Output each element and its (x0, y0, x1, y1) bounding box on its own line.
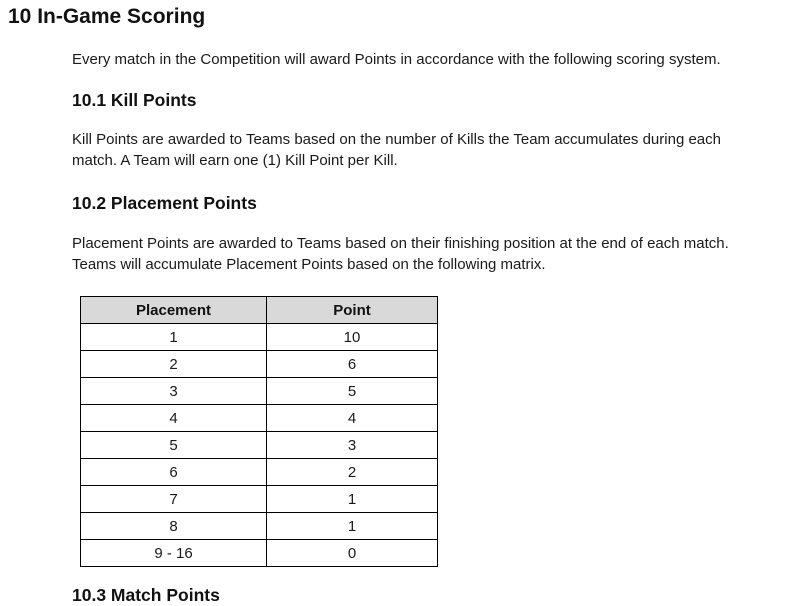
placement-points-table (80, 296, 438, 567)
placement-points-matrix (80, 296, 438, 567)
table-row (81, 540, 438, 567)
table-row (81, 459, 438, 486)
paragraph-line: Kill Points are awarded to Teams based on the number of Kills the Team accumulates during each (72, 131, 721, 148)
paragraph-line: Teams will accumulate Placement Points based on the following matrix. (72, 256, 546, 273)
point-cell: 1 (267, 513, 438, 540)
paragraph-line: Every match in the Competition will award Points in accordance with the following scoring system. (72, 51, 721, 68)
column-header-point: Point (267, 297, 438, 324)
section-heading-kill-points: 10.1 Kill Points (72, 90, 197, 110)
table-row (81, 513, 438, 540)
page-title: 10 In-Game Scoring (8, 5, 206, 28)
intro-paragraph (72, 49, 721, 70)
point-cell: 5 (267, 378, 438, 405)
placement-cell: 1 (81, 324, 267, 351)
placement-cell: 9 - 16 (81, 540, 267, 567)
section-heading-placement-points: 10.2 Placement Points (72, 193, 257, 213)
placement-cell: 4 (81, 405, 267, 432)
placement-cell: 3 (81, 378, 267, 405)
paragraph-line: match. A Team will earn one (1) Kill Point per Kill. (72, 152, 398, 169)
section-heading-match-points: 10.3 Match Points (72, 585, 220, 605)
table-header-row (81, 297, 438, 324)
point-cell: 2 (267, 459, 438, 486)
point-cell: 3 (267, 432, 438, 459)
table-row (81, 432, 438, 459)
point-cell: 1 (267, 486, 438, 513)
table-row (81, 378, 438, 405)
point-cell: 0 (267, 540, 438, 567)
column-header-placement: Placement (81, 297, 267, 324)
point-cell: 4 (267, 405, 438, 432)
placement-cell: 7 (81, 486, 267, 513)
placement-points-paragraph (72, 233, 729, 275)
placement-cell: 2 (81, 351, 267, 378)
point-cell: 10 (267, 324, 438, 351)
kill-points-paragraph (72, 129, 721, 171)
paragraph-line: Placement Points are awarded to Teams based on their finishing position at the end of each match. (72, 235, 729, 252)
placement-cell: 6 (81, 459, 267, 486)
table-row (81, 486, 438, 513)
placement-cell: 5 (81, 432, 267, 459)
table-row (81, 405, 438, 432)
table-row (81, 324, 438, 351)
table-row (81, 351, 438, 378)
point-cell: 6 (267, 351, 438, 378)
placement-cell: 8 (81, 513, 267, 540)
